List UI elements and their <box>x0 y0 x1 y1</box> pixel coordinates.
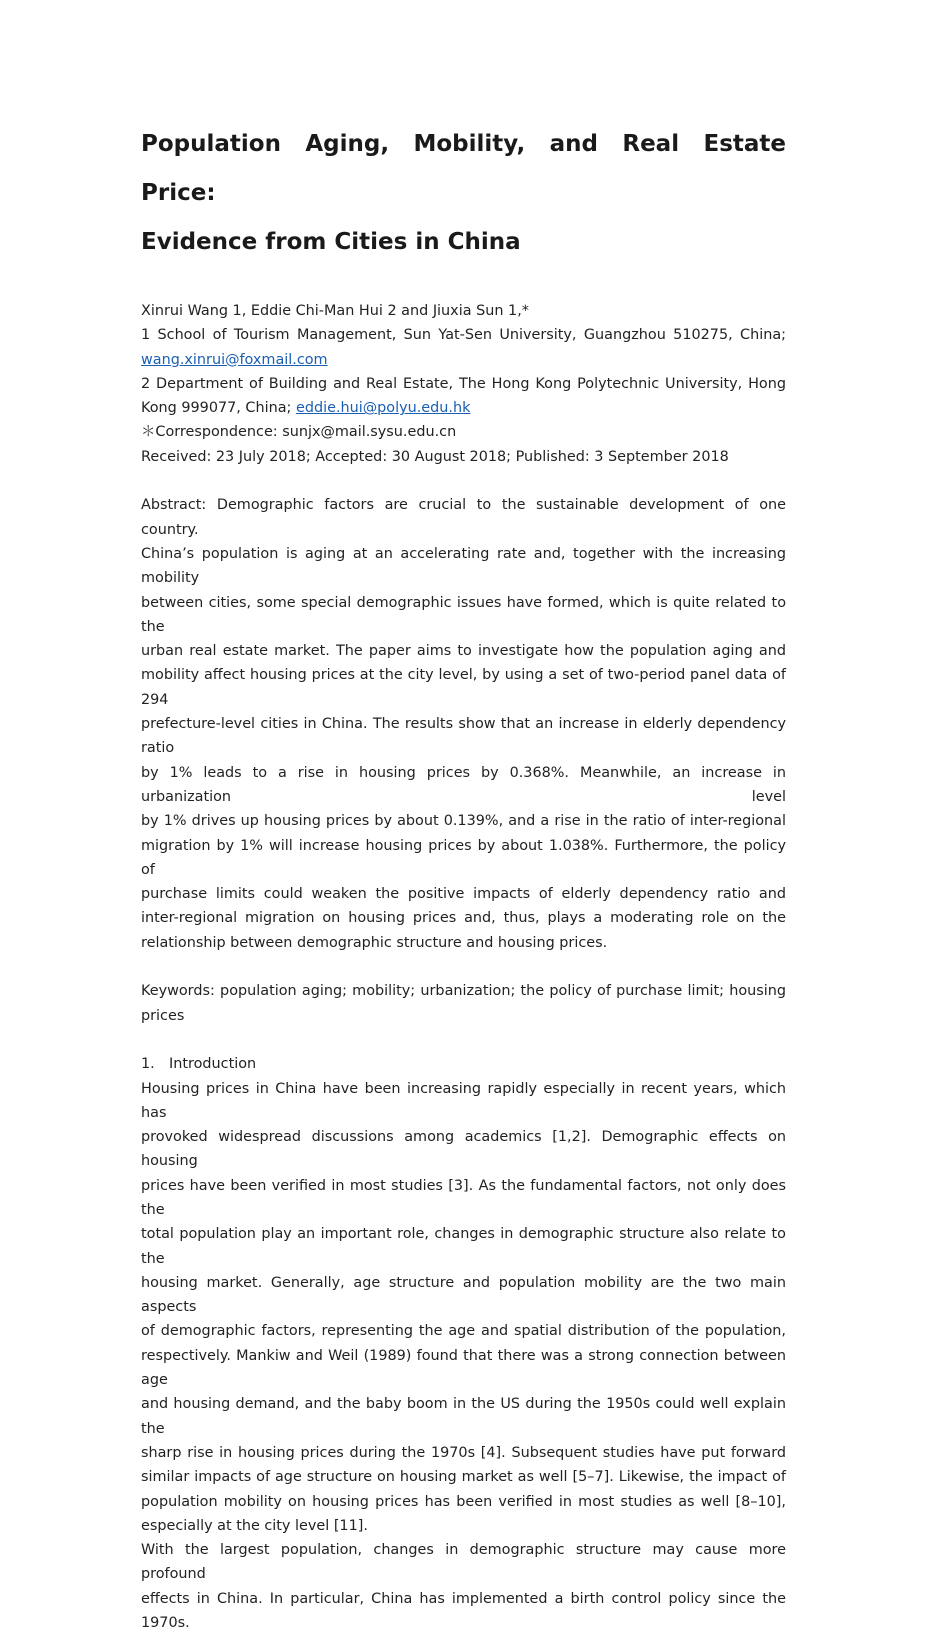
title-line-1: Population Aging, Mobility, and Real Estate Price: <box>141 131 786 206</box>
introduction-section <box>141 1052 786 1635</box>
abstract-line: China’s population is aging at an accelerating rate and, together with the increasing mobility <box>141 545 786 587</box>
email-link-hui[interactable]: eddie.hui@polyu.edu.hk <box>295 400 471 417</box>
paper-page <box>141 120 786 1635</box>
keywords-line-2: prices <box>141 1007 185 1024</box>
abstract-line: purchase limits could weaken the positive impacts of elderly dependency ratio and <box>141 886 786 903</box>
paper-title <box>141 120 786 267</box>
abstract-line-last: relationship between demographic structure and housing prices. <box>141 934 608 951</box>
publication-dates: Received: 23 July 2018; Accepted: 30 August 2018; Published: 3 September 2018 <box>141 448 729 465</box>
section-heading <box>141 1052 786 1076</box>
email-link-wang[interactable]: wang.xinrui@foxmail.com <box>141 351 328 368</box>
authors: Xinrui Wang 1, Eddie Chi-Man Hui 2 and Jiuxia Sun 1,* <box>141 303 529 319</box>
abstract-line: migration by 1% will increase housing prices by about 1.038%. Furthermore, the policy of <box>141 837 786 878</box>
abstract-line: urban real estate market. The paper aims to investigate how the population aging and <box>141 643 786 660</box>
intro-line-last: especially at the city level [11]. <box>141 1517 368 1534</box>
intro-line: total population play an important role, changes in demographic structure also relate to the <box>141 1226 786 1267</box>
intro-line: of demographic factors, representing the age and spatial distribution of the population, <box>141 1323 786 1340</box>
title-line-2: Evidence from Cities in China <box>141 229 521 255</box>
intro-line: population mobility on housing prices has been veriﬁed in most studies as well [8–10], <box>141 1493 786 1510</box>
intro-line: and housing demand, and the baby boom in the US during the 1950s could well explain the <box>141 1396 786 1437</box>
intro-line: housing market. Generally, age structure and population mobility are the two main aspects <box>141 1274 786 1316</box>
author-block <box>141 299 786 469</box>
correspondence: ＊Correspondence: sunjx@mail.sysu.edu.cn <box>141 424 457 441</box>
abstract-line: Abstract: Demographic factors are crucial to the sustainable development of one country. <box>141 497 786 538</box>
intro-line: respectively. Mankiw and Weil (1989) found that there was a strong connection between age <box>141 1347 786 1389</box>
intro-line: prices have been veriﬁed in most studies [3]. As the fundamental factors, not only does the <box>141 1177 786 1218</box>
intro-line: provoked widespread discussions among academics [1,2]. Demographic effects on housing <box>141 1129 786 1170</box>
affiliation-1: 1 School of Tourism Management, Sun Yat-Sen University, Guangzhou 510275, China; <box>141 327 786 344</box>
abstract-line: mobility affect housing prices at the city level, by using a set of two-period panel data of 294 <box>141 667 786 708</box>
abstract-line: inter-regional migration on housing prices and, thus, plays a moderating role on the <box>141 910 786 927</box>
intro-line: With the largest population, changes in demographic structure may cause more profound <box>141 1542 786 1583</box>
keywords <box>141 979 786 1028</box>
intro-line: sharp rise in housing prices during the 1970s [4]. Subsequent studies have put forward <box>141 1444 786 1461</box>
keywords-line-1: Keywords: population aging; mobility; urbanization; the policy of purchase limit; housing <box>141 983 786 1000</box>
intro-paragraph-1 <box>141 1077 786 1539</box>
intro-line: effects in China. In particular, China has implemented a birth control policy since the 1970s. <box>141 1590 786 1632</box>
intro-line: similar impacts of age structure on housing market as well [5–7]. Likewise, the impact of <box>141 1469 786 1486</box>
intro-line: Housing prices in China have been increasing rapidly especially in recent years, which has <box>141 1080 786 1121</box>
intro-paragraph-2 <box>141 1538 786 1635</box>
abstract-line: between cities, some special demographic issues have formed, which is quite related to the <box>141 594 786 635</box>
abstract-line: by 1% leads to a rise in housing prices by 0.368%. Meanwhile, an increase in urbanization level <box>141 764 786 805</box>
abstract-line: prefecture-level cities in China. The results show that an increase in elderly dependency ratio <box>141 716 786 757</box>
abstract-line: by 1% drives up housing prices by about 0.139%, and a rise in the ratio of inter-regional <box>141 813 786 830</box>
abstract <box>141 493 786 955</box>
section-number: 1. <box>141 1056 155 1073</box>
section-title: Introduction <box>169 1056 257 1073</box>
affiliation-2-cont: Kong 999077, China; <box>141 400 296 417</box>
affiliation-2: 2 Department of Building and Real Estate, The Hong Kong Polytechnic University, Hong <box>141 375 786 392</box>
